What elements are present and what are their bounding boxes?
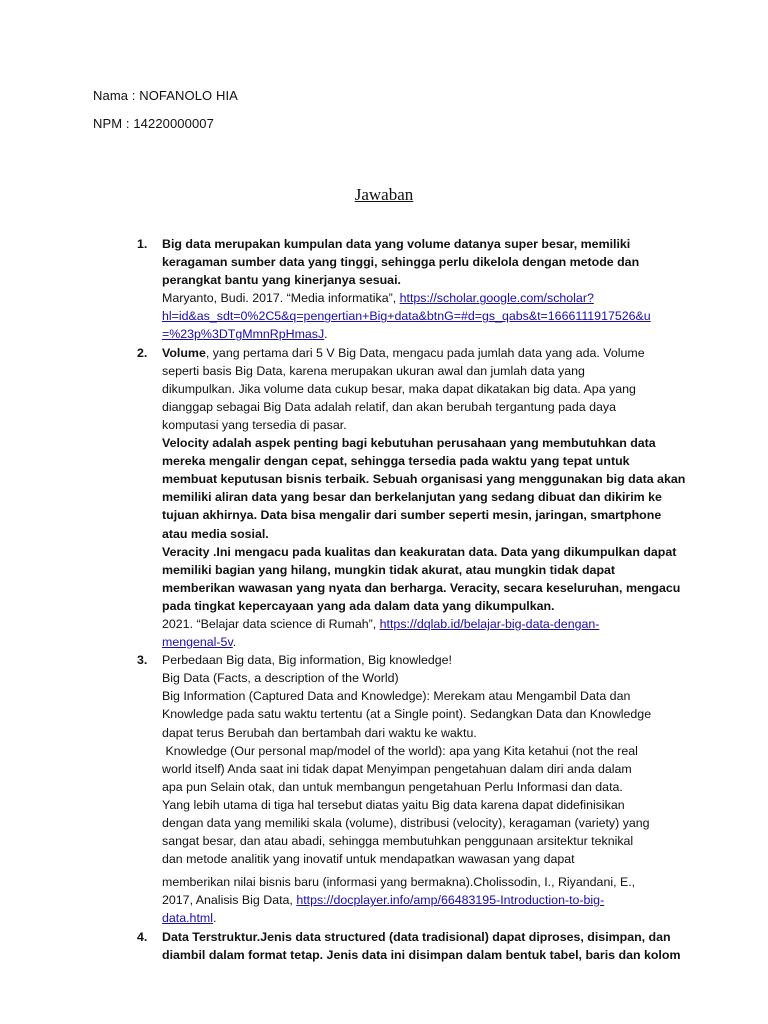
text-line: pada tingkat kepercayaan yang ada dalam data yang dikumpulkan. (162, 598, 555, 613)
text-line: dapat terus Berubah dan bertambah dari waktu ke waktu. (162, 725, 477, 740)
text-line: membuat keputusan bisnis terbaik. Sebuah organisasi yang menggunakan big data akan (162, 472, 686, 487)
text-line: Veracity .Ini mengacu pada kualitas dan keakuratan data. Data yang dikumpulkan dapat (162, 544, 677, 559)
text-line: dianggap sebagai Big Data adalah relatif, dan akan berubah tergantung pada daya (162, 399, 616, 414)
text-line: Velocity adalah aspek penting bagi kebutuhan perusahaan yang membutuhkan data (162, 436, 656, 451)
reference-text: Maryanto, Budi. 2017. “Media informatika”, (162, 291, 400, 306)
text-line: sangat besar, dan atau abadi, sehingga membutuhkan penggunaan arsitektur teknikal (162, 834, 634, 849)
text-line: perangkat bantu yang kinerjanya sesuai. (162, 273, 401, 288)
answer-item-2 (137, 344, 686, 652)
reference-line (162, 891, 682, 909)
answer-item-3 (137, 651, 682, 927)
text-line: memberikan nilai bisnis baru (informasi yang bermakna).Cholissodin, I., Riyandani, E., (162, 875, 636, 890)
reference-link[interactable]: https://scholar.google.com/scholar? (399, 291, 594, 306)
text-line: dikumpulkan. Jika volume data cukup besar, maka dapat dikatakan big data. Apa yang (162, 381, 636, 396)
item-number: 4. (137, 929, 148, 944)
text-line: memiliki aliran data yang besar dan berkelanjutan yang sedang dibuat dan dikirim ke (162, 490, 662, 505)
text-line: seperti basis Big Data, karena merupakan ukuran awal dan jumlah data yang (162, 363, 585, 378)
text-line: mereka mengalir dengan cepat, sehingga tersedia pada waktu yang tepat untuk (162, 454, 630, 469)
text-line: world itself) Anda saat ini tidak dapat Menyimpan pengetahuan dalam diri anda dalam (162, 761, 632, 776)
reference-line (162, 289, 682, 307)
reference-link[interactable]: data.html (162, 911, 213, 926)
text-line: memiliki bagian yang hilang, mungkin tidak akurat, atau mungkin tidak dapat (162, 562, 616, 577)
reference-text: 2021. “Belajar data science di Rumah”, (162, 616, 380, 631)
reference-link[interactable]: mengenal-5v (162, 635, 233, 650)
text-line: tujuan akhirnya. Data bisa mengalir dari sumber seperti mesin, jaringan, smartphone (162, 508, 662, 523)
text-line: Big Data (Facts, a description of the World) (162, 671, 399, 686)
text-line: memberikan wawasan yang nyata dan berharga. Veracity, secara keseluruhan, mengacu (162, 580, 681, 595)
reference-link[interactable]: https://dqlab.id/belajar-big-data-dengan- (379, 616, 600, 631)
text-line: dan metode analitik yang inovatif untuk mendapatkan wawasan yang dapat (162, 852, 575, 867)
text-line: Volume, yang pertama dari 5 V Big Data, mengacu pada jumlah data yang ada. Volume (162, 345, 645, 360)
answer-item-4 (137, 928, 682, 964)
text-line: Data Terstruktur.Jenis data structured (data tradisional) dapat diproses, disimpan, dan (162, 929, 671, 944)
text-line: dengan data yang memiliki skala (volume), distribusi (velocity), keragaman (variety) yang (162, 816, 650, 830)
text-line: Perbedaan Big data, Big information, Big knowledge! (162, 653, 452, 668)
text-line: Big data merupakan kumpulan data yang volume datanya super besar, memiliki (162, 237, 631, 251)
term-volume: Volume (162, 345, 206, 360)
reference-text: 2017, Analisis Big Data, (162, 893, 297, 908)
text-line: keragaman sumber data yang tinggi, sehingga perlu dikelola dengan metode dan (162, 255, 640, 270)
item-number: 2. (137, 345, 148, 360)
reference-link[interactable]: https://docplayer.info/amp/66483195-Introduction-to-big- (296, 893, 605, 908)
answer-list (137, 235, 686, 964)
reference-link-line: =%23p%3DTgMmnRpHmasJ. (162, 327, 328, 342)
text-line: Knowledge (Our personal map/model of the world): apa yang Kita ketahui (not the real (162, 743, 638, 758)
reference-link-line: mengenal-5v. (162, 635, 237, 650)
reference-link[interactable]: =%23p%3DTgMmnRpHmasJ (162, 327, 325, 342)
text-line: apa pun Selain otak, dan untuk membangun pengetahuan Perlu Informasi dan data. (162, 779, 623, 794)
text-line: Big Information (Captured Data and Knowledge): Merekam atau Mengambil Data dan (162, 689, 631, 704)
text-line: Yang lebih utama di tiga hal tersebut diatas yaitu Big data karena dapat didefinisikan (162, 797, 625, 812)
reference-link-line (162, 307, 682, 325)
item-number: 3. (137, 653, 148, 668)
student-npm: NPM : 14220000007 (93, 116, 214, 131)
item-number: 1. (137, 237, 148, 251)
reference-link-line: data.html. (162, 911, 217, 926)
reference-line (162, 615, 682, 633)
reference-link[interactable]: hl=id&as_sdt=0%2C5&q=pengertian+Big+data&btnG=#d=gs_qabs&t=1666111917526&u (162, 309, 651, 324)
student-name: Nama : NOFANOLO HIA (93, 88, 238, 103)
text-line: atau media sosial. (162, 526, 269, 541)
page-title: Jawaban (354, 185, 414, 204)
text-line: Knowledge pada satu waktu tertentu (at a Single point). Sedangkan Data dan Knowledge (162, 707, 652, 722)
text-line: diambil dalam format tetap. Jenis data ini disimpan dalam bentuk tabel, baris dan kolom (162, 947, 681, 962)
text-line: komputasi yang tersedia di pasar. (162, 417, 347, 432)
answer-item-1 (137, 235, 682, 344)
